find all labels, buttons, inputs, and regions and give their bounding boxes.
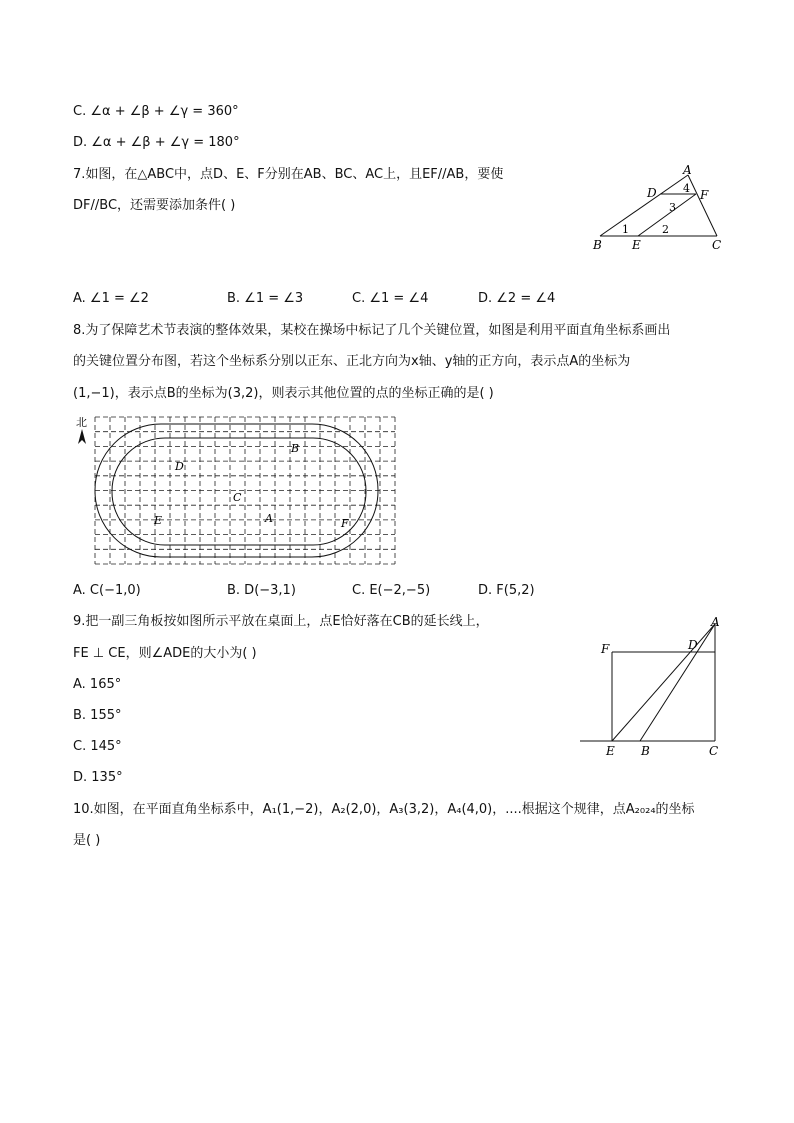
q8-stem-line3: (1,−1)，表示点B的坐标为(3,2)，则表示其他位置的点的坐标正确的是( ) (73, 386, 494, 401)
q8-label-F: F (341, 517, 349, 530)
q7-label-A: A (683, 163, 692, 177)
q10-stem-line2: 是( ) (73, 833, 101, 848)
q9-option-a: A. 165° (73, 677, 122, 692)
q7-label-F: F (700, 188, 709, 202)
q8-option-b: B. D(−3,1) (227, 583, 296, 598)
q9-label-A: A (711, 615, 720, 629)
q7-angle-3: 3 (669, 201, 676, 214)
q9-set-square-figure (575, 612, 735, 762)
q9-option-d: D. 135° (73, 770, 123, 785)
north-arrow-icon (78, 429, 86, 444)
q7-label-B: B (593, 238, 602, 252)
q7-stem-line1: 7.如图，在△ABC中，点D、E、F分别在AB、BC、AC上，且EF//AB，要使 (73, 167, 504, 182)
q9-label-D: D (688, 638, 698, 652)
q8-option-a: A. C(−1,0) (73, 583, 141, 598)
q7-label-E: E (632, 238, 641, 252)
q8-stem-line2: 的关键位置分布图，若这个坐标系分别以正东、正北方向为x轴、y轴的正方向，表示点A的坐标为 (73, 354, 631, 369)
q8-label-E: E (154, 514, 163, 527)
q7-angle-1: 1 (622, 223, 629, 236)
q8-label-A: A (265, 512, 273, 525)
q7-angle-4: 4 (683, 182, 690, 195)
q7-angle-2: 2 (662, 223, 669, 236)
q7-option-d: D. ∠2 = ∠4 (478, 291, 556, 306)
q10-stem-line1: 10.如图，在平面直角坐标系中，A₁(1,−2)，A₂(2,0)，A₃(3,2)，A₄(4,0)，....根据这个规律，点A₂₀₂₄的坐标 (73, 802, 695, 817)
q7-option-a: A. ∠1 = ∠2 (73, 291, 149, 306)
q7-option-c: C. ∠1 = ∠4 (352, 291, 429, 306)
q9-stem-line2: FE ⊥ CE，则∠ADE的大小为( ) (73, 646, 257, 661)
q7-label-D: D (647, 186, 657, 200)
q8-north-label: 北 (76, 416, 87, 429)
q9-label-B: B (641, 744, 650, 758)
q9-label-F: F (601, 642, 610, 656)
q8-label-B: B (291, 442, 300, 455)
q9-option-c: C. 145° (73, 739, 122, 754)
q6-option-d: D. ∠α + ∠β + ∠γ = 180° (73, 135, 240, 150)
q7-option-b: B. ∠1 = ∠3 (227, 291, 304, 306)
q9-option-b: B. 155° (73, 708, 122, 723)
q8-option-c: C. E(−2,−5) (352, 583, 431, 598)
q8-stem-line1: 8.为了保障艺术节表演的整体效果，某校在操场中标记了几个关键位置，如图是利用平面直角坐标系画出 (73, 323, 671, 338)
q8-option-d: D. F(5,2) (478, 583, 535, 598)
q8-grid-figure (70, 412, 400, 570)
q6-option-c: C. ∠α + ∠β + ∠γ = 360° (73, 104, 239, 119)
q8-label-C: C (233, 491, 242, 504)
q7-label-C: C (712, 238, 722, 252)
q9-label-C: C (709, 744, 719, 758)
q8-label-D: D (175, 460, 184, 473)
q7-stem-line2: DF//BC，还需要添加条件( ) (73, 198, 236, 213)
q9-label-E: E (606, 744, 615, 758)
q9-stem-line1: 9.把一副三角板按如图所示平放在桌面上，点E恰好落在CB的延长线上， (73, 614, 489, 629)
q7-triangle-figure (590, 163, 730, 255)
